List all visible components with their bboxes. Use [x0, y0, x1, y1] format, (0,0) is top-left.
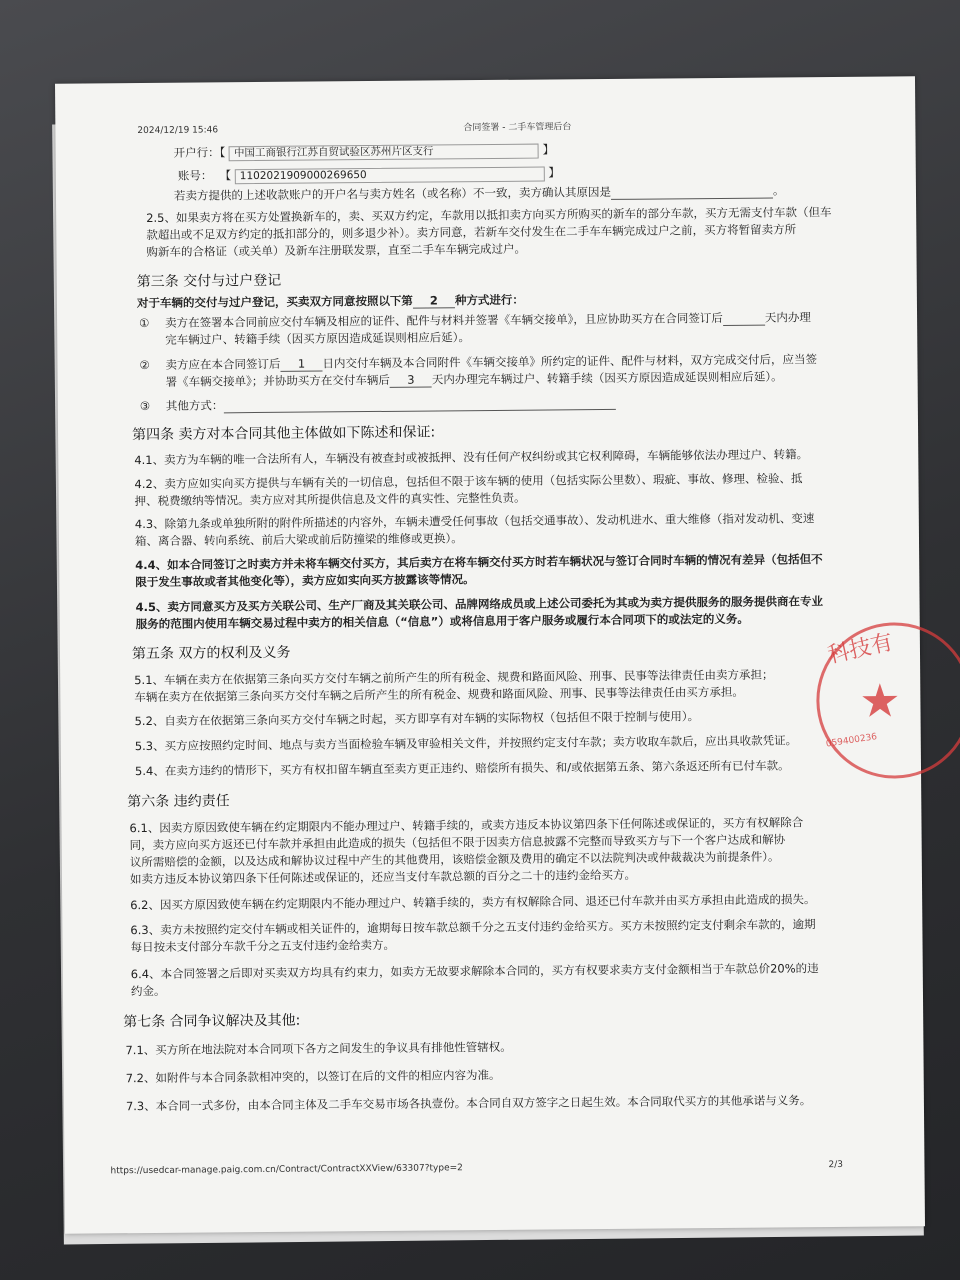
clause-5-4: 5.4、在卖方违约的情形下，买方有权扣留车辆直至卖方更正违约、赔偿所有损失、和/或依据第五条、第六条返还所有已付车款。	[134, 758, 790, 779]
clause-2-5-line-2: 款超出或不足双方约定的抵扣部分的，则多退少补）。卖方同意，若新车交付发生在二手车车辆完成过户之前，买方将暂留卖方所	[146, 222, 797, 242]
option-2-text-a: 卖方应在本合同签订后	[165, 356, 281, 372]
clause-5-3: 5.3、买方应按照约定时间、地点与卖方当面检验车辆及审验相关文件，并按照约定支付车款；卖方收取车款后，应出具收款凭证。	[134, 733, 798, 754]
option-1-text: 卖方在签署本合同前应交付车辆及相应的证件、配件与材料并签署《车辆交接单》，且应协助买方在合同签订后	[165, 310, 723, 330]
section-6-title: 第六条 违约责任	[127, 793, 230, 811]
option-1-text-tail: 天内办理	[764, 310, 811, 325]
bank-name-field: 中国工商银行江苏自贸试验区苏州片区支行	[229, 144, 539, 161]
clause-7-1: 7.1、买方所在地法院对本合同项下各方之间发生的争议具有排他性管辖权。	[125, 1039, 512, 1058]
footer-url: https://usedcar-manage.paig.com.cn/Contract/ContractXXView/63307?type=2	[110, 1163, 463, 1177]
seal-number: 059400236	[825, 732, 878, 750]
option-2-marker: ②	[139, 357, 150, 373]
clause-4-2-line-2: 押、税费缴纳等情况。卖方应对其所提供信息及文件的真实性、完整性负责。	[134, 490, 526, 509]
clause-4-3-line-2: 箱、离合器、转向系统、前后大梁或前后防撞梁的维修或更换）。	[134, 531, 463, 549]
account-number-field: 1102021909000269650	[235, 167, 545, 184]
footer-page-number: 2/3	[828, 1159, 843, 1171]
option-1-line-2: 完车辆过户、转籍手续（因买方原因造成延误则相应后延）。	[165, 330, 471, 347]
clause-6-1-line-3: 议所需赔偿的金额，以及达成和解协议过程中产生的其他费用，该赔偿金额及费用的确定不以法院判决或仲裁裁决为前提条件）。	[129, 849, 780, 870]
clause-2-5-line-1: 2.5、如果卖方将在买方处置换新车的，卖、买双方约定，车款用以抵扣卖方向买方所购买的新车的部分车款，买方无需支付车款（但车	[146, 205, 832, 225]
option-2-transfer-days: 3	[390, 374, 432, 387]
clause-7-2: 7.2、如附件与本合同条款相冲突的，以签订在后的文件的相应内容为准。	[125, 1067, 501, 1086]
seal-star-icon: ★	[859, 673, 901, 728]
section-3-intro-text: 对于车辆的交付与过户登记，买卖双方同意按照以下第	[136, 293, 413, 311]
clause-4-2-line-1: 4.2、卖方应如实向买方提供与车辆有关的一切信息，包括但不限于该车辆的使用（包括实际公里数）、瑕疵、事故、修理、检验、抵	[134, 471, 803, 492]
option-2-text-b: 日内交付车辆及本合同附件《车辆交接单》所约定的证件、配件与材料，双方完成交付后，应当签	[322, 352, 817, 371]
clause-5-2: 5.2、自卖方在依据第三条向买方交付车辆之时起，买方即享有对车辆的实际物权（包括但不限于控制与使用）。	[134, 709, 700, 729]
clause-6-3-line-1: 6.3、卖方未按照约定交付车辆或相关证件的，逾期每日按车款总额千分之五支付违约金给买方。买方未按照约定支付剩余车款的，逾期	[130, 917, 816, 938]
option-1-days-blank	[723, 313, 765, 326]
option-2-delivery-days: 1	[280, 358, 322, 371]
account-mismatch-line: 若卖方提供的上述收款账户的开户名与卖方姓名（或名称）不一致，卖方确认其原因是 。	[173, 183, 785, 203]
option-3-blank	[223, 397, 615, 413]
clause-5-1-line-1: 5.1、车辆在卖方在依据第三条向买方交付车辆之前所产生的所有税金、规费和路面风险、刑事、民事等法律责任由卖方承担；	[134, 667, 774, 688]
account-mismatch-note: 若卖方提供的上述收款账户的开户名与卖方姓名（或名称）不一致，卖方确认其原因是	[173, 184, 612, 203]
clause-4-4-line-2: 限于发生事故或者其他变化等），卖方应如实向买方披露该等情况。	[135, 572, 475, 590]
clause-4-5-line-1: 4.5、卖方同意买方及买方关联公司、生产厂商及其关联公司、品牌网络成员或上述公司委托为其或为卖方提供服务的服务提供商在专业	[135, 594, 823, 615]
print-page-title: 合同签署 - 二手车管理后台	[463, 122, 572, 134]
mismatch-reason-blank	[611, 186, 773, 200]
section-3-intro-tail: 种方式进行：	[454, 292, 524, 308]
clause-7-3: 7.3、本合同一式多份，由本合同主体及二手车交易市场各执壹份。本合同自双方签字之日起生效。本合同取代买方的其他承诺与义务。	[125, 1093, 812, 1114]
option-3-label: 其他方式：	[165, 398, 224, 413]
company-seal	[816, 622, 960, 779]
section-3-intro	[136, 292, 524, 311]
clause-6-4-line-2: 约金。	[130, 983, 166, 999]
clause-6-2: 6.2、因买方原因致使车辆在约定期限内不能办理过户、转籍手续的，卖方有权解除合同、退还已付车款并由买方承担由此造成的损失。	[130, 892, 816, 913]
section-7-title: 第七条 合同争议解决及其他:	[123, 1012, 301, 1031]
account-label: 账号：	[177, 168, 213, 183]
bank-line: 开户行：【 中国工商银行江苏自贸试验区苏州片区支行 】	[173, 142, 555, 160]
clause-4-3-line-1: 4.3、除第九条或单独所附的附件所描述的内容外，车辆未遭受任何事故（包括交通事故）、发动机进水、重大维修（指对发动机、变速	[134, 511, 815, 532]
clause-2-5-line-3: 购新车的合格证（或关单）及新车注册联发票，直至二手车车辆完成过户。	[146, 241, 527, 259]
section-5-title: 第五条 双方的权利及义务	[131, 644, 291, 663]
section-3-title: 第三条 交付与过户登记	[136, 272, 282, 291]
print-datetime: 2024/12/19 15:46	[137, 125, 219, 137]
section-4-title: 第四条 卖方对本合同其他主体做如下陈述和保证:	[131, 424, 436, 444]
clause-4-1: 4.1、卖方为车辆的唯一合法所有人，车辆没有被查封或被抵押、没有任何产权纠纷或其它权利障碍，车辆能够依法办理过户、转籍。	[134, 447, 809, 468]
account-line: 账号： 【 1102021909000269650 】	[177, 165, 560, 183]
contract-page	[55, 76, 925, 1233]
clause-5-1-line-2: 车辆在卖方在依据第三条向买方交付车辆之后所产生的所有税金、规费和路面风险、刑事、民事等法律责任由买方承担。	[134, 684, 744, 705]
clause-4-4-line-1: 4.4、如本合同签订之时卖方并未将车辆交付买方，其后卖方在将车辆交付买方时若车辆状况与签订合同时车辆的情况有差异（包括但不	[135, 552, 823, 573]
clause-6-1-line-2: 同，卖方应向买方返还已付车款并承担由此造成的损失（包括但不限于因卖方信息披露不完整而导致买方与下一个客户达成和解协	[129, 832, 786, 853]
option-2-text-c: 署《车辆交接单》；并协助买方在交付车辆后	[165, 372, 390, 389]
clause-4-5-line-2: 服务的范围内使用车辆交易过程中卖方的相关信息（“信息”）或将信息用于客户服务或履行本合同项下的或法定的义务。	[135, 611, 749, 632]
seal-text: 科技有	[825, 629, 896, 669]
option-3-line	[166, 397, 616, 413]
clause-6-1-line-1: 6.1、因卖方原因致使车辆在约定期限内不能办理过户、转籍手续的，或卖方违反本协议第四条下任何陈述或保证的，买方有权解除合	[129, 815, 804, 836]
option-1-line-1	[165, 312, 811, 330]
bank-label: 开户行：	[173, 145, 220, 160]
option-3-marker: ③	[139, 398, 151, 414]
clause-6-3-line-2: 每日按未支付部分车款千分之五支付违约金给卖方。	[130, 937, 396, 955]
method-number-field: 2	[413, 295, 455, 308]
option-2-line-2	[166, 371, 783, 389]
option-2-text-d: 天内办理完车辆过户、转籍手续（因买方原因造成延误则相应后延）。	[431, 369, 783, 387]
clause-6-1-line-4: 如卖方违反本协议第四条下任何陈述或保证的，还应当支付车款总额的百分之二十的违约金给买方。	[129, 867, 636, 887]
option-1-marker: ①	[139, 315, 150, 331]
clause-6-4-line-1: 6.4、本合同签署之后即对买卖双方均具有约束力，如卖方无故要求解除本合同的，买方有权要求卖方支付金额相当于车款总价20%的违	[130, 961, 819, 982]
